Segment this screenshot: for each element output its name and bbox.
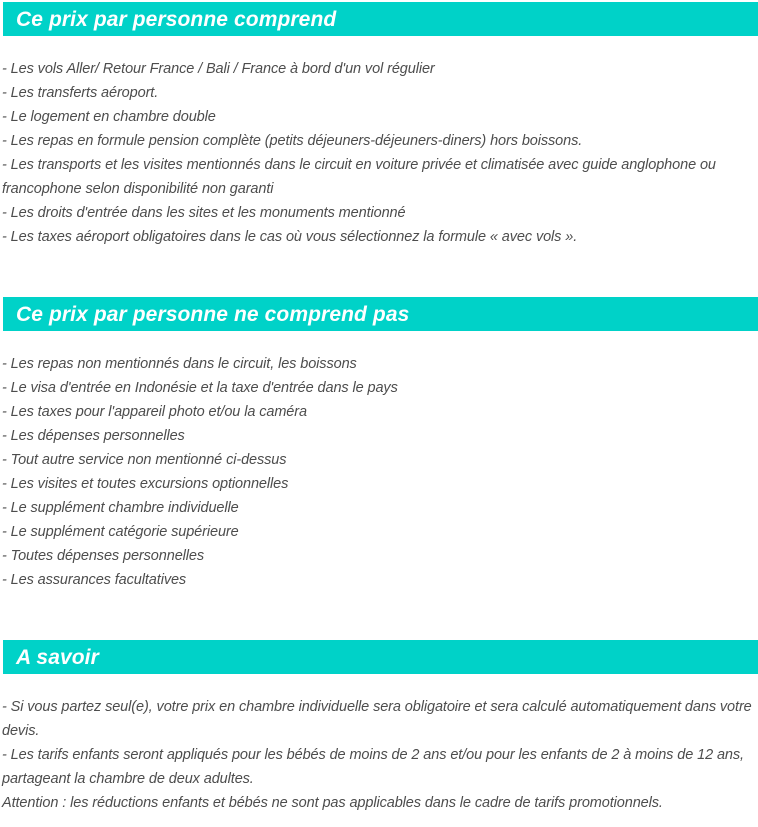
- list-item: - Les assurances facultatives: [2, 572, 187, 588]
- list-item: - Les tarifs enfants seront appliqués pour les bébés de moins de 2 ans et/ou pour les enfants de 2 à moins de 12 ans, partageant la chambre de deux adultes.: [2, 747, 744, 787]
- list-item: - Le supplément chambre individuelle: [2, 500, 239, 516]
- section-header-bar: [3, 2, 758, 36]
- list-item: - Le supplément catégorie supérieure: [2, 524, 239, 540]
- list-item: - Les transports et les visites mentionnés dans le circuit en voiture privée et climatisée avec guide anglophone ou francophone selon disponibilité non garanti: [2, 157, 716, 197]
- list-item: - Le logement en chambre double: [2, 109, 216, 125]
- list-item: - Tout autre service non mentionné ci-dessus: [2, 452, 287, 468]
- section-header-bar: [3, 640, 758, 674]
- list-item: - Les repas non mentionnés dans le circuit, les boissons: [2, 356, 357, 372]
- section-body: [0, 331, 758, 592]
- list-item: - Les transferts aéroport.: [2, 85, 159, 101]
- list-item: - Les repas en formule pension complète (petits déjeuners-déjeuners-diners) hors boissons.: [2, 133, 583, 149]
- section-body: [0, 674, 758, 815]
- list-item: - Les droits d'entrée dans les sites et les monuments mentionné: [2, 205, 406, 221]
- list-item: - Les vols Aller/ Retour France / Bali / France à bord d'un vol régulier: [2, 61, 435, 77]
- list-item: - Les taxes aéroport obligatoires dans le cas où vous sélectionnez la formule « avec vols ».: [2, 229, 578, 245]
- section-title: Ce prix par personne comprend: [16, 7, 337, 31]
- list-item: - Les dépenses personnelles: [2, 428, 185, 444]
- section-header-bar: [3, 297, 758, 331]
- section-3: [0, 640, 758, 815]
- list-item: - Les visites et toutes excursions optionnelles: [2, 476, 289, 492]
- list-item: - Le visa d'entrée en Indonésie et la taxe d'entrée dans le pays: [2, 380, 398, 396]
- section-1: [0, 2, 758, 249]
- list-item: - Toutes dépenses personnelles: [2, 548, 205, 564]
- list-item: Attention : les réductions enfants et bébés ne sont pas applicables dans le cadre de tarifs promotionnels.: [2, 795, 663, 811]
- section-2: [0, 297, 758, 592]
- section-body: [0, 36, 758, 249]
- section-title: Ce prix par personne ne comprend pas: [16, 302, 410, 326]
- list-item: - Les taxes pour l'appareil photo et/ou la caméra: [2, 404, 307, 420]
- section-title: A savoir: [16, 645, 99, 669]
- list-item: - Si vous partez seul(e), votre prix en chambre individuelle sera obligatoire et sera calculé automatiquement dans votre devis.: [2, 699, 752, 739]
